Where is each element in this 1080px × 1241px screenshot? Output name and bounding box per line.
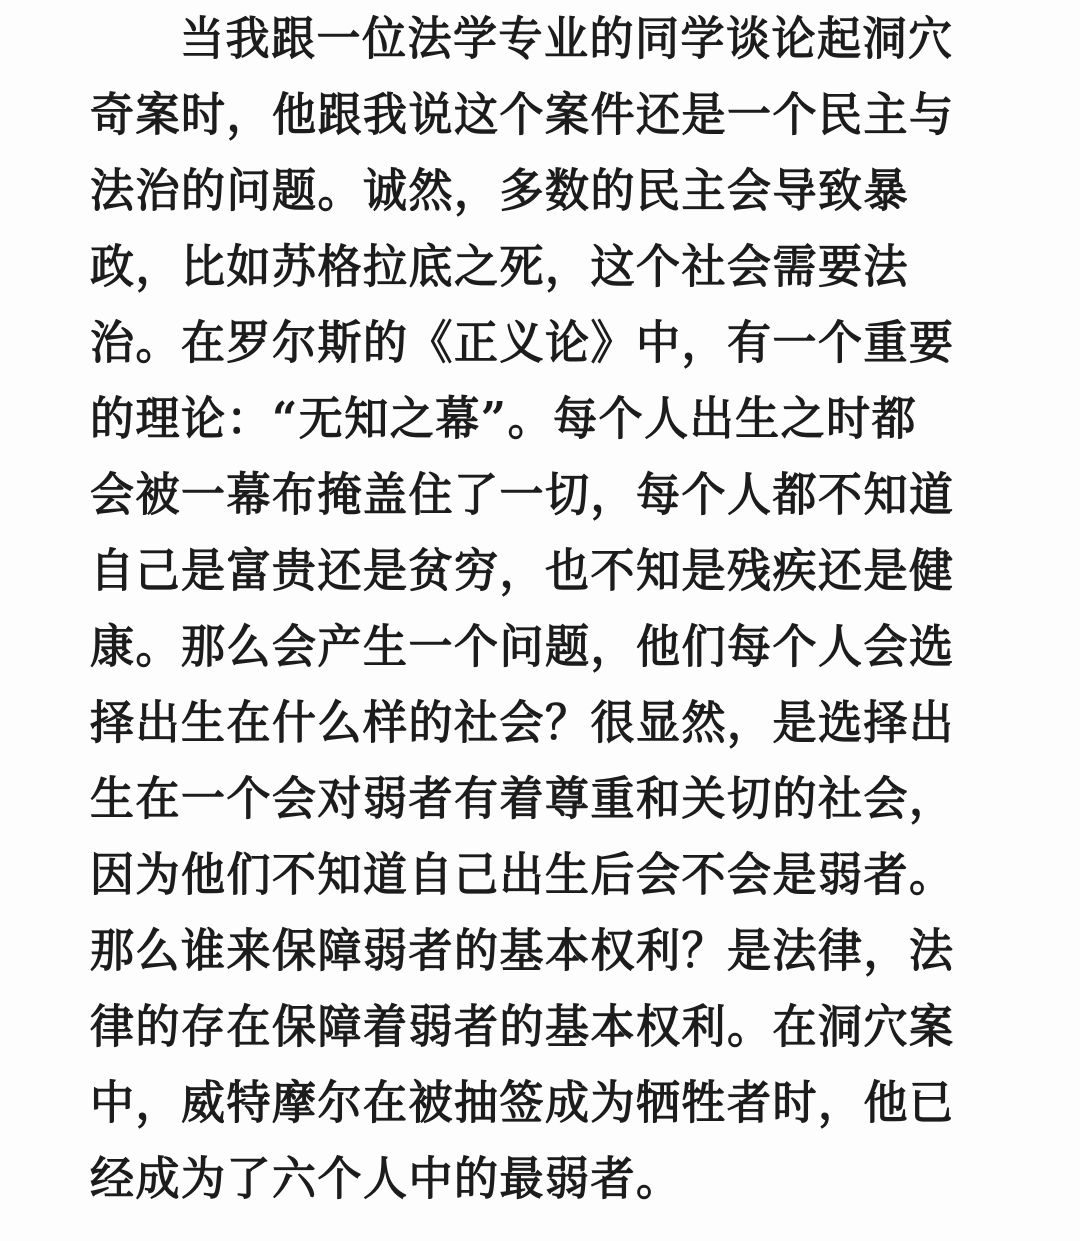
text-line-5: 治。在罗尔斯的《正义论》中，有一个重要 — [90, 316, 955, 371]
text-line-13: 那么谁来保障弱者的基本权利？是法律，法 — [90, 924, 955, 979]
text-line-2: 奇案时，他跟我说这个案件还是一个民主与 — [90, 88, 955, 143]
text-line-1: 当我跟一位法学专业的同学谈论起洞穴 — [180, 12, 954, 67]
text-line-6: 的理论：“无知之幕”。每个人出生之时都 — [90, 392, 918, 447]
text-line-4: 政，比如苏格拉底之死，这个社会需要法 — [90, 240, 909, 295]
text-line-11: 生在一个会对弱者有着尊重和关切的社会， — [90, 772, 955, 827]
text-line-8: 自己是富贵还是贫穷，也不知是残疾还是健 — [90, 544, 955, 599]
text-line-9: 康。那么会产生一个问题，他们每个人会选 — [90, 620, 955, 675]
text-line-3: 法治的问题。诚然，多数的民主会导致暴 — [90, 164, 909, 219]
text-line-10: 择出生在什么样的社会？很显然，是选择出 — [90, 696, 955, 751]
text-line-15: 中，威特摩尔在被抽签成为牺牲者时，他已 — [90, 1076, 955, 1131]
text-line-14: 律的存在保障着弱者的基本权利。在洞穴案 — [90, 1000, 955, 1055]
text-line-12: 因为他们不知道自己出生后会不会是弱者。 — [90, 848, 955, 903]
text-line-16: 经成为了六个人中的最弱者。 — [90, 1152, 682, 1207]
text-line-7: 会被一幕布掩盖住了一切，每个人都不知道 — [90, 468, 955, 523]
